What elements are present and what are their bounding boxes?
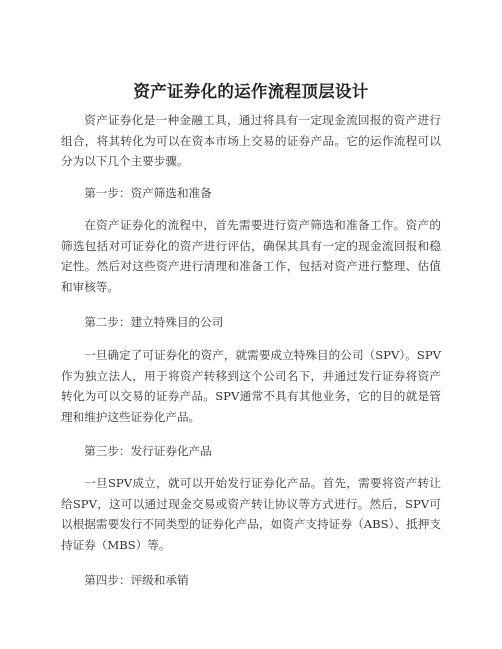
step3-heading: 第三步：发行证券化产品	[84, 444, 212, 458]
intro-paragraph: 资产证券化是一种金融工具，通过将具有一定现金流回报的资产进行组合，将其转化为可以在资本市场上交易的证券产品。它的运作流程可以分为以下几个主要步骤。	[61, 113, 441, 168]
step1-heading: 第一步：资产筛选和准备	[84, 186, 212, 200]
step2-paragraph: 一旦确定了可证券化的资产，就需要成立特殊目的公司（SPV）。SPV作为独立法人，用于将资产转移到这个公司名下，并通过发行证券将资产转化为可以交易的证券产品。SPV通常不具有其他业务，它的目的就是管理和维护这些证券化产品。	[61, 348, 441, 424]
document-title: 资产证券化的运作流程顶层设计	[133, 82, 369, 101]
step3-paragraph: 一旦SPV成立，就可以开始发行证券化产品。首先，需要将资产转让给SPV，这可以通过现金交易或资产转让协议等方式进行。然后，SPV可以根据需要发行不同类型的证券化产品，如资产支持证券（ABS）、抵押支持证券（MBS）等。	[61, 476, 441, 552]
step4-heading: 第四步：评级和承销	[84, 573, 189, 587]
step2-heading: 第二步：建立特殊目的公司	[84, 315, 224, 329]
step1-paragraph: 在资产证券化的流程中，首先需要进行资产筛选和准备工作。资产的筛选包括对可证券化的资产进行评估，确保其具有一定的现金流回报和稳定性。然后对这些资产进行清理和准备工作，包括对资产进行整理、估值和审核等。	[61, 218, 441, 294]
